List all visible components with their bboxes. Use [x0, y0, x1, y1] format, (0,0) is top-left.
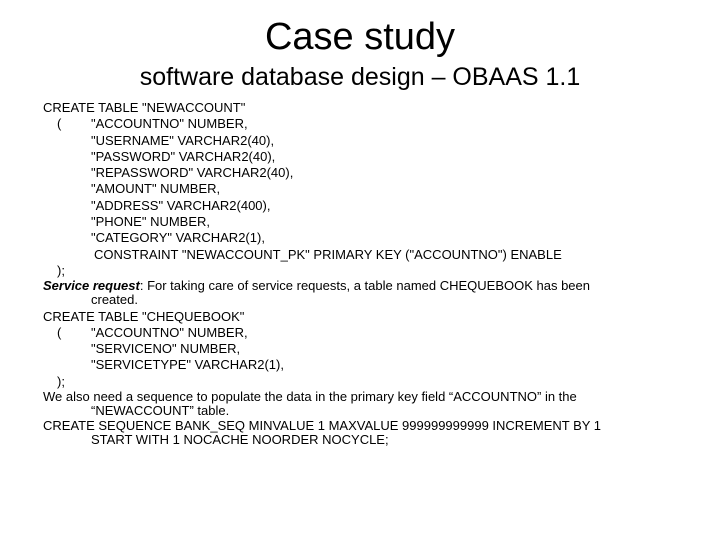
column-def: "REPASSWORD" VARCHAR2(40), — [91, 165, 294, 181]
slide-body — [43, 100, 703, 449]
column-def: "SERVICETYPE" VARCHAR2(1), — [91, 357, 284, 373]
column-def: "ACCOUNTNO" NUMBER, — [91, 324, 248, 340]
sequence-note-cont: “NEWACCOUNT” table. — [91, 403, 230, 419]
slide-title: Case study — [264, 16, 456, 58]
column-def: "AMOUNT" NUMBER, — [91, 181, 221, 197]
service-request-label: Service request — [43, 278, 140, 294]
sequence-note-line: We also need a sequence to populate the data in the primary key field “ACCOUNTNO” in the — [43, 389, 577, 405]
column-def: "CATEGORY" VARCHAR2(1), — [91, 230, 265, 246]
sequence-create-line: CREATE SEQUENCE BANK_SEQ MINVALUE 1 MAXVALUE 999999999999 INCREMENT BY 1 — [43, 418, 602, 434]
newaccount-close-line: ); — [57, 262, 65, 278]
service-request-cont: created. — [91, 292, 138, 308]
constraint-line: CONSTRAINT "NEWACCOUNT_PK" PRIMARY KEY ("ACCOUNTNO") ENABLE — [94, 246, 562, 262]
chequebook-first-column-line — [43, 325, 703, 341]
column-def: "USERNAME" VARCHAR2(40), — [91, 132, 275, 148]
slide-subtitle: software database design – OBAAS 1.1 — [139, 63, 581, 91]
chequebook-close-line: ); — [57, 373, 65, 389]
open-paren: ( — [57, 116, 62, 132]
newaccount-first-column-line — [43, 116, 703, 132]
chequebook-create-line: CREATE TABLE "CHEQUEBOOK" — [43, 308, 245, 324]
open-paren: ( — [57, 324, 62, 340]
column-def: "ACCOUNTNO" NUMBER, — [91, 116, 248, 132]
column-def: "SERVICENO" NUMBER, — [91, 341, 241, 357]
service-request-text: : For taking care of service requests, a table named CHEQUEBOOK has been — [139, 278, 591, 294]
newaccount-create-line: CREATE TABLE "NEWACCOUNT" — [43, 100, 246, 115]
service-request-line — [43, 279, 703, 292]
sequence-create-cont: START WITH 1 NOCACHE NOORDER NOCYCLE; — [91, 432, 389, 448]
column-def: "ADDRESS" VARCHAR2(400), — [91, 197, 271, 213]
column-def: "PASSWORD" VARCHAR2(40), — [91, 148, 276, 164]
column-def: "PHONE" NUMBER, — [91, 214, 211, 230]
